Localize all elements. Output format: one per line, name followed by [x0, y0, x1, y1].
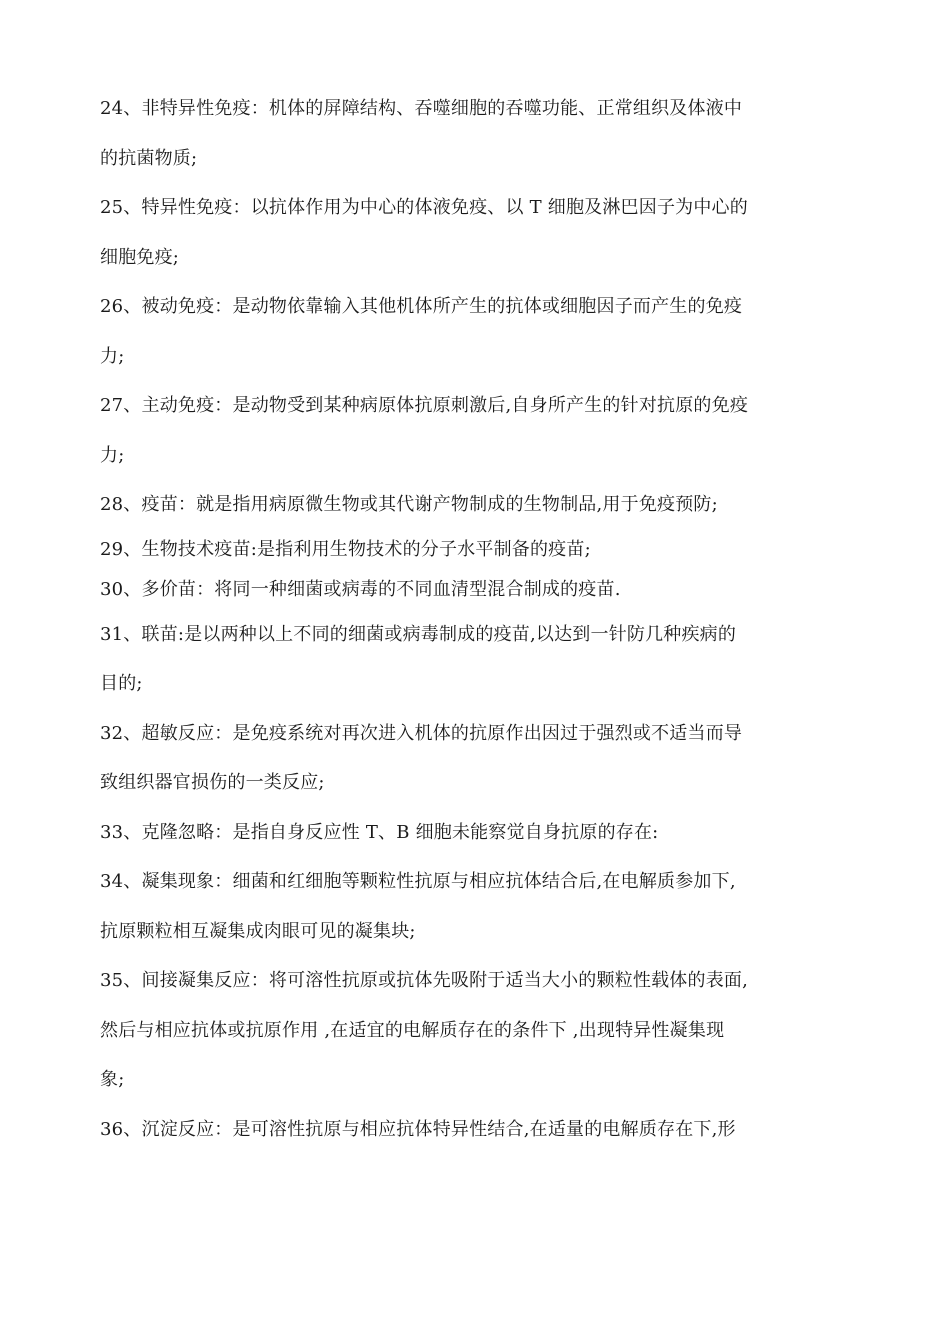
text-line: 32、超敏反应：是免疫系统对再次进入机体的抗原作出因过于强烈或不适当而导 [100, 722, 743, 744]
text-line: 36、沉淀反应：是可溶性抗原与相应抗体特异性结合,在适量的电解质存在下,形 [100, 1118, 736, 1140]
text-line: 力; [100, 444, 125, 466]
text-line: 致组织器官损伤的一类反应; [100, 772, 325, 793]
text-line: 27、主动免疫：是动物受到某种病原体抗原刺激后,自身所产生的针对抗原的免疫 [100, 395, 749, 416]
text-line: 31、联苗:是以两种以上不同的细菌或病毒制成的疫苗,以达到一针防几种疾病的 [100, 623, 737, 645]
text-line: 30、多价苗：将同一种细菌或病毒的不同血清型混合制成的疫苗. [100, 578, 621, 600]
text-line: 24、非特异性免疫：机体的屏障结构、吞噬细胞的吞噬功能、正常组织及体液中 [100, 98, 743, 119]
text-line: 34、凝集现象：细菌和红细胞等颗粒性抗原与相应抗体结合后,在电解质参加下, [100, 871, 736, 892]
text-line: 28、疫苗：就是指用病原微生物或其代谢产物制成的生物制品,用于免疫预防; [100, 494, 718, 515]
text-line: 26、被动免疫：是动物依靠输入其他机体所产生的抗体或细胞因子而产生的免疫 [100, 296, 743, 317]
text-line: 25、特异性免疫：以抗体作用为中心的体液免疫、以 T 细胞及淋巴因子为中心的 [100, 197, 748, 218]
text-line: 目的; [100, 673, 143, 694]
text-line: 抗原颗粒相互凝集成肉眼可见的凝集块; [100, 920, 416, 942]
text-line: 然后与相应抗体或抗原作用 ,在适宜的电解质存在的条件下 ,出现特异性凝集现 [100, 1019, 725, 1041]
text-line: 33、克隆忽略：是指自身反应性 T、B 细胞未能察觉自身抗原的存在: [100, 821, 659, 843]
text-line: 29、生物技术疫苗:是指利用生物技术的分子水平制备的疫苗; [100, 538, 591, 560]
text-line: 35、间接凝集反应：将可溶性抗原或抗体先吸附于适当大小的颗粒性载体的表面, [100, 970, 749, 991]
text-line: 力; [100, 345, 125, 367]
document-body [100, 84, 830, 1154]
text-line: 细胞免疫; [100, 246, 180, 268]
text-line: 象; [100, 1069, 125, 1090]
text-line: 的抗菌物质; [100, 147, 198, 169]
